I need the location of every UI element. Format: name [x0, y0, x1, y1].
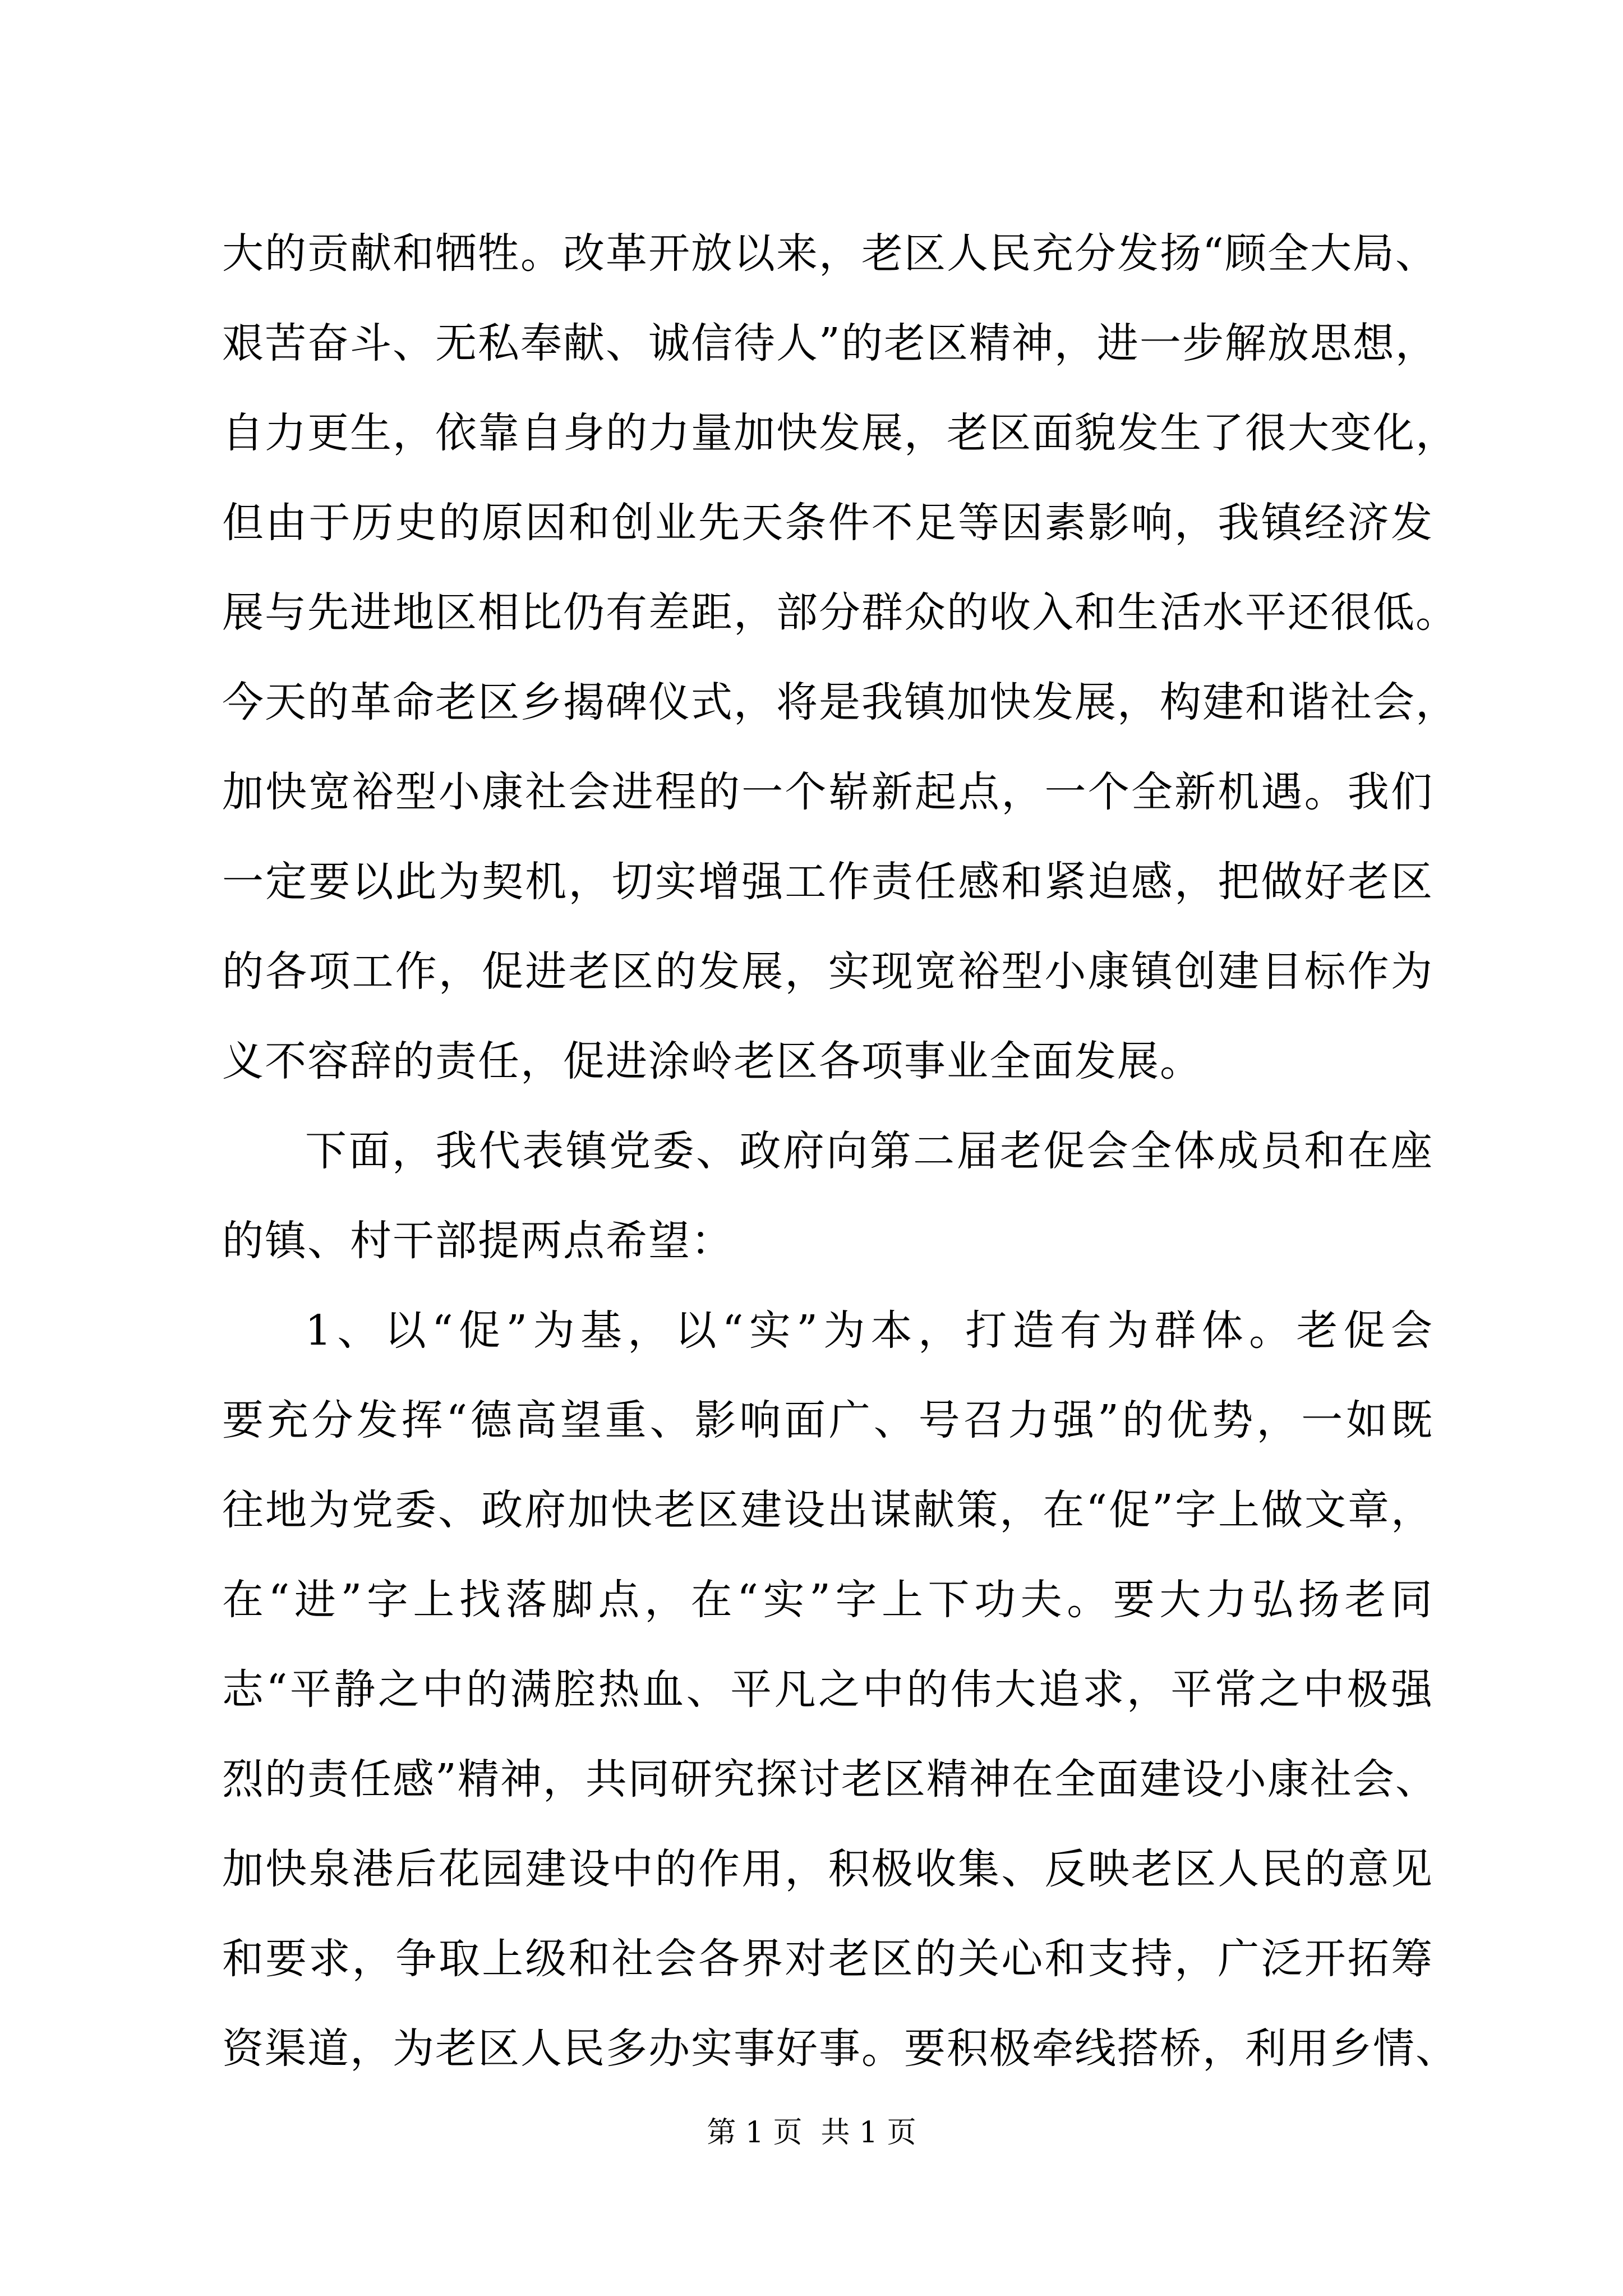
text-line: 加快泉港后花园建设中的作用，积极收集、反映老区人民的意见: [222, 1845, 1433, 1893]
text-line: 在“进”字上找落脚点，在“实”字上下功夫。要大力弘扬老同: [222, 1576, 1433, 1624]
page-number-footer: 第 1 页 共 1 页: [707, 2116, 916, 2150]
text-line: 但由于历史的原因和创业先天条件不足等因素影响，我镇经济发: [222, 499, 1433, 547]
text-line: 的镇、村干部提两点希望：: [222, 1217, 734, 1265]
text-line: 加快宽裕型小康社会进程的一个崭新起点，一个全新机遇。我们: [222, 768, 1433, 816]
text-line: 资渠道，为老区人民多办实事好事。要积极牵线搭桥，利用乡情、: [222, 2024, 1458, 2073]
text-line: 今天的革命老区乡揭碑仪式，将是我镇加快发展，构建和谐社会，: [222, 678, 1458, 726]
text-line: 的各项工作，促进老区的发展，实现宽裕型小康镇创建目标作为: [222, 947, 1433, 996]
text-line: 自力更生，依靠自身的力量加快发展，老区面貌发生了很大变化，: [222, 409, 1458, 457]
text-line: 和要求，争取上级和社会各界对老区的关心和支持，广泛开拓筹: [222, 1935, 1433, 1983]
text-line: 往地为党委、政府加快老区建设出谋献策，在“促”字上做文章，: [222, 1486, 1433, 1534]
text-line: 一定要以此为契机，切实增强工作责任感和紧迫感，把做好老区: [222, 858, 1433, 906]
paragraph-start-line: 1、以“促”为基，以“实”为本，打造有为群体。老促会: [305, 1306, 1433, 1355]
text-line: 义不容辞的责任，促进涂岭老区各项事业全面发展。: [222, 1037, 1202, 1085]
text-line: 烈的责任感”精神，共同研究探讨老区精神在全面建设小康社会、: [222, 1755, 1438, 1803]
text-line: 展与先进地区相比仍有差距，部分群众的收入和生活水平还很低。: [222, 588, 1458, 637]
text-line: 要充分发挥“德高望重、影响面广、号召力强”的优势，一如既: [222, 1396, 1433, 1444]
text-line: 志“平静之中的满腔热血、平凡之中的伟大追求，平常之中极强: [222, 1665, 1433, 1714]
text-line: 大的贡献和牺牲。改革开放以来，老区人民充分发扬“顾全大局、: [222, 229, 1438, 278]
text-line: 艰苦奋斗、无私奉献、诚信待人”的老区精神，进一步解放思想，: [222, 319, 1438, 367]
paragraph-start-line: 下面，我代表镇党委、政府向第二届老促会全体成员和在座: [305, 1127, 1433, 1175]
